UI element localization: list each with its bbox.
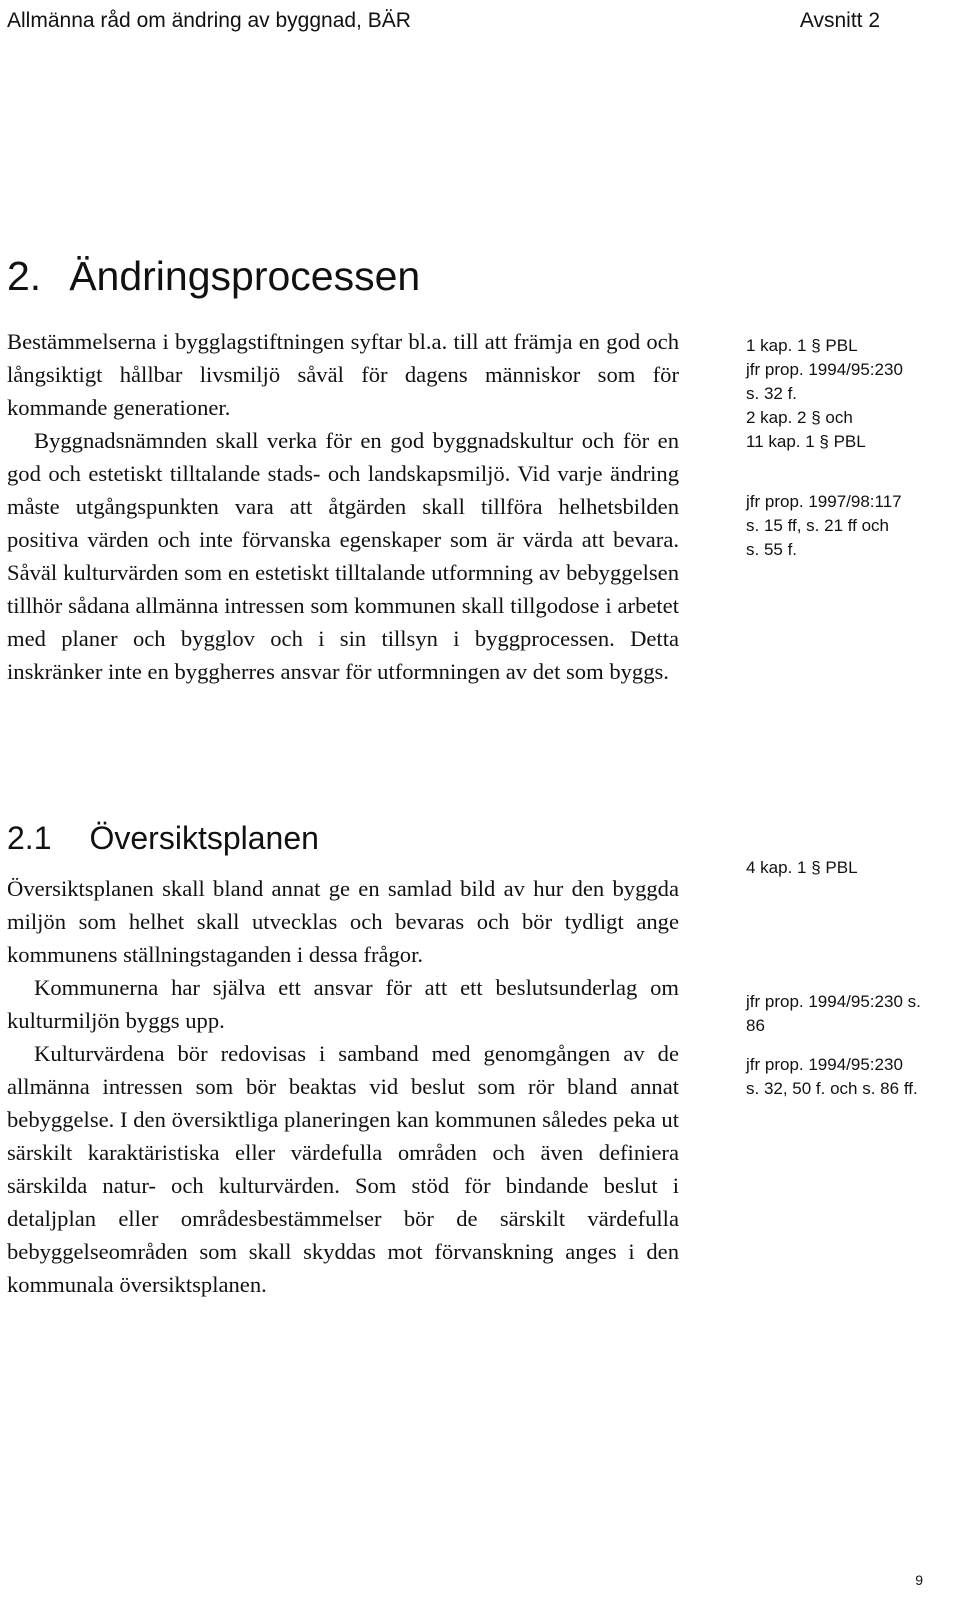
subsection-body	[7, 872, 679, 1301]
reference-line: s. 32, 50 f. och s. 86 ff.	[746, 1079, 918, 1098]
reference-line: s. 55 f.	[746, 540, 798, 559]
reference-line: jfr prop. 1994/95:230 s.	[746, 992, 921, 1011]
page-number: 9	[915, 1572, 923, 1588]
running-header-title: Allmänna råd om ändring av byggnad, BÄR	[7, 9, 411, 32]
reference-line: jfr prop. 1994/95:230	[746, 1055, 903, 1074]
margin-reference	[746, 1053, 918, 1101]
paragraph: Kulturvärdena bör redovisas i samband med genomgången av de allmänna intressen som bör beaktas vid beslut som rör bland annat bebyggelse. I den översiktliga planeringen kan kommunen således peka ut särskilt karaktäristiska eller värdefulla områden och även definiera särskilda natur- och kulturvärden. Som stöd för bindande beslut i detaljplan eller områdesbestämmelser bör de särskilt värdefulla bebyggelseområden som skall skyddas mot förvanskning anges i den kommunala översiktsplanen.	[7, 1041, 679, 1297]
section-body	[7, 325, 679, 688]
reference-line: 1 kap. 1 § PBL	[746, 336, 858, 355]
subsection-number: 2.1	[7, 820, 52, 856]
reference-line: 2 kap. 2 § och	[746, 408, 853, 427]
paragraph: Byggnadsnämnden skall verka för en god byggnadskultur och för en god och estetiskt tilltalande stads- och landskapsmiljö. Vid varje ändring måste utgångspunkten vara att åtgärden skall tillföra helhetsbilden positiva värden och inte förvanska egenskaper som är värda att bevara. Såväl kulturvärden som en estetiskt tilltalande utformning av bebyggelsen tillhör sådana allmänna intressen som kommunen skall tillgodose i arbetet med planer och bygglov och i sin tillsyn i byggprocessen. Detta inskränker inte en byggherres ansvar för utformningen av det som byggs.	[7, 428, 679, 684]
subsection-title: Översiktsplanen	[89, 820, 319, 856]
section-heading	[7, 250, 420, 302]
subsection-heading	[7, 818, 319, 858]
margin-reference	[746, 334, 903, 454]
running-header-section: Avsnitt 2	[799, 9, 880, 32]
margin-reference	[746, 490, 902, 562]
reference-line: 86	[746, 1016, 765, 1035]
paragraph: Översiktsplanen skall bland annat ge en samlad bild av hur den byggda miljön som helhet skall utvecklas och bevaras och bör tydligt ange kommunens ställningstaganden i dessa frågor.	[7, 876, 679, 967]
paragraph: Bestämmelserna i bygglagstiftningen syftar bl.a. till att främja en god och långsiktigt hållbar livsmiljö såväl för dagens människor som för kommande generationer.	[7, 329, 679, 420]
margin-reference	[746, 856, 858, 880]
reference-line: s. 32 f.	[746, 384, 798, 403]
section-title: Ändringsprocessen	[69, 253, 421, 299]
reference-line: 4 kap. 1 § PBL	[746, 858, 858, 877]
reference-line: jfr prop. 1994/95:230	[746, 360, 903, 379]
reference-line: jfr prop. 1997/98:117	[746, 492, 902, 511]
margin-reference	[746, 990, 921, 1038]
paragraph: Kommunerna har själva ett ansvar för att ett beslutsunderlag om kulturmiljön byggs upp.	[7, 975, 679, 1033]
reference-line: s. 15 ff, s. 21 ff och	[746, 516, 890, 535]
section-number: 2.	[7, 253, 42, 299]
reference-line: 11 kap. 1 § PBL	[746, 432, 866, 451]
